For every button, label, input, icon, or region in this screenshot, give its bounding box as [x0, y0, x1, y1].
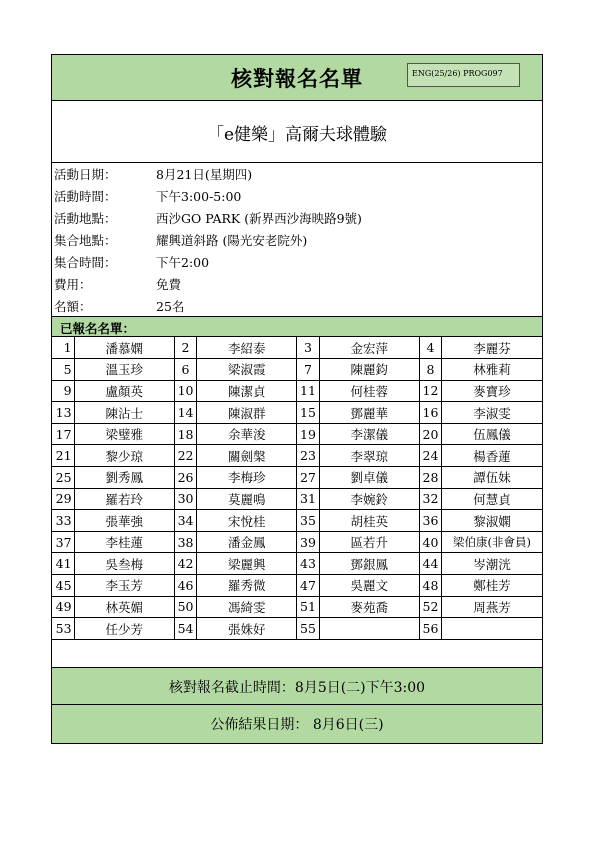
entry-number: 42: [174, 553, 196, 575]
table-row: [52, 445, 542, 467]
entry-number: 13: [52, 402, 74, 424]
entry-number: 29: [52, 488, 74, 510]
entry-number: 23: [297, 445, 319, 467]
entry-number: 38: [174, 531, 196, 553]
entry-number: 22: [174, 445, 196, 467]
entry-name: 胡桂英: [319, 510, 419, 532]
entry-name: 陳淑群: [197, 402, 297, 424]
entry-name: 梁璧雅: [74, 423, 174, 445]
entry-number: 15: [297, 402, 319, 424]
info-value: 下午3:00-5:00: [156, 189, 242, 204]
info-label: 集合時間：: [54, 255, 117, 270]
info-row-date: [52, 162, 542, 184]
entry-name: 溫玉珍: [74, 359, 174, 381]
entry-name: 余華浚: [197, 423, 297, 445]
entry-name: 李玉芳: [74, 575, 174, 597]
table-row: [52, 510, 542, 532]
entry-name: 梁伯康(非會員): [442, 531, 542, 553]
table-row: [52, 380, 542, 402]
entry-number: 7: [297, 359, 319, 381]
entry-number: 39: [297, 531, 319, 553]
entry-name: 林英媚: [74, 596, 174, 618]
page-title: 核對報名名單: [231, 66, 363, 91]
info-value: 8月21日(星期四): [156, 167, 253, 182]
entry-name: 關劍槃: [197, 445, 297, 467]
info-value: 下午2:00: [156, 255, 210, 270]
entry-number: 10: [174, 380, 196, 402]
entry-name: 李潔儀: [319, 423, 419, 445]
table-row: [52, 596, 542, 618]
document-code: ENG(25/26) PROG097: [407, 63, 520, 87]
entry-name: 譚伍妹: [442, 467, 542, 489]
entry-name: 陳沾士: [74, 402, 174, 424]
table-row: [52, 553, 542, 575]
info-label: 活動日期：: [54, 167, 117, 182]
entry-number: 21: [52, 445, 74, 467]
entry-name: 宋悅桂: [197, 510, 297, 532]
entry-name: 岑潮洸: [442, 553, 542, 575]
table-row: [52, 488, 542, 510]
entry-number: 48: [419, 575, 441, 597]
entry-number: 11: [297, 380, 319, 402]
table-row: [52, 423, 542, 445]
entry-name: [442, 618, 542, 640]
entry-number: 17: [52, 423, 74, 445]
result-banner: [52, 705, 542, 743]
entry-name: 李翠琼: [319, 445, 419, 467]
entry-number: 18: [174, 423, 196, 445]
entry-number: 1: [52, 337, 74, 359]
deadline-banner: [52, 667, 542, 705]
entry-name: 鄭桂芳: [442, 575, 542, 597]
entry-number: 54: [174, 618, 196, 640]
event-title-box: [52, 100, 542, 163]
entry-number: 35: [297, 510, 319, 532]
entry-name: 伍鳳儀: [442, 423, 542, 445]
entry-number: 26: [174, 467, 196, 489]
entry-name: 鄧麗華: [319, 402, 419, 424]
entry-number: 25: [52, 467, 74, 489]
entry-name: 劉卓儀: [319, 467, 419, 489]
entry-name: 麥寶珍: [442, 380, 542, 402]
info-row-time: [52, 184, 542, 206]
entry-number: 31: [297, 488, 319, 510]
entry-number: 47: [297, 575, 319, 597]
entry-number: 37: [52, 531, 74, 553]
table-row: [52, 359, 542, 381]
entry-name: 李淑雯: [442, 402, 542, 424]
entry-number: 52: [419, 596, 441, 618]
entry-name: 馮綺雯: [197, 596, 297, 618]
info-label: 費用：: [54, 277, 92, 292]
entry-number: 40: [419, 531, 441, 553]
info-row-fee: [52, 272, 542, 294]
entry-name: 何桂蓉: [319, 380, 419, 402]
info-label: 活動時間：: [54, 189, 117, 204]
entry-number: 46: [174, 575, 196, 597]
entry-number: 20: [419, 423, 441, 445]
entry-name: 任少芳: [74, 618, 174, 640]
entry-name: 吳叁梅: [74, 553, 174, 575]
info-value: 免費: [156, 277, 182, 292]
registration-form: [51, 54, 543, 744]
event-title: 「e健樂」高爾夫球體驗: [206, 125, 388, 145]
entry-number: 9: [52, 380, 74, 402]
info-value: 耀興道斜路 (陽光安老院外): [156, 233, 308, 248]
info-value: 西沙GO PARK (新界西沙海映路9號): [156, 211, 362, 226]
entry-name: [319, 618, 419, 640]
entry-number: 43: [297, 553, 319, 575]
entry-number: 41: [52, 553, 74, 575]
entry-number: 16: [419, 402, 441, 424]
event-info: [52, 162, 542, 316]
table-row: [52, 467, 542, 489]
info-row-meeting-time: [52, 250, 542, 272]
entry-name: 梁麗興: [197, 553, 297, 575]
table-row: [52, 618, 542, 640]
info-label: 名額：: [54, 299, 92, 314]
entry-name: 潘金鳳: [197, 531, 297, 553]
entry-name: 周燕芳: [442, 596, 542, 618]
entry-name: 楊香蓮: [442, 445, 542, 467]
info-row-quota: [52, 294, 542, 316]
entry-number: 14: [174, 402, 196, 424]
entry-number: 19: [297, 423, 319, 445]
entry-name: 李婉鈴: [319, 488, 419, 510]
registered-names-table: [52, 337, 542, 640]
registered-list-header: [52, 316, 542, 337]
title-banner: [52, 55, 542, 101]
entry-name: 麥苑喬: [319, 596, 419, 618]
entry-name: 黎淑嫻: [442, 510, 542, 532]
entry-number: 6: [174, 359, 196, 381]
entry-number: 45: [52, 575, 74, 597]
entry-name: 吳麗文: [319, 575, 419, 597]
table-row: [52, 402, 542, 424]
entry-name: 黎少琼: [74, 445, 174, 467]
info-label: 活動地點：: [54, 211, 117, 226]
entry-name: 李紹泰: [197, 337, 297, 359]
entry-name: 陳潔貞: [197, 380, 297, 402]
entry-name: 李桂蓮: [74, 531, 174, 553]
entry-number: 28: [419, 467, 441, 489]
entry-number: 3: [297, 337, 319, 359]
entry-name: 盧顏英: [74, 380, 174, 402]
entry-name: 張姝好: [197, 618, 297, 640]
entry-number: 56: [419, 618, 441, 640]
entry-name: 劉秀鳳: [74, 467, 174, 489]
entry-name: 羅秀微: [197, 575, 297, 597]
entry-number: 53: [52, 618, 74, 640]
entry-number: 24: [419, 445, 441, 467]
entry-name: 陳麗鈞: [319, 359, 419, 381]
entry-number: 2: [174, 337, 196, 359]
info-row-venue: [52, 206, 542, 228]
entry-number: 49: [52, 596, 74, 618]
entry-number: 27: [297, 467, 319, 489]
entry-number: 50: [174, 596, 196, 618]
entry-name: 李麗芬: [442, 337, 542, 359]
entry-number: 32: [419, 488, 441, 510]
info-row-meeting-point: [52, 228, 542, 250]
entry-name: 梁淑霞: [197, 359, 297, 381]
table-row: [52, 337, 542, 359]
entry-number: 4: [419, 337, 441, 359]
entry-number: 36: [419, 510, 441, 532]
deadline-text: 核對報名截止時間：8月5日(二)下午3:00: [168, 680, 426, 696]
table-row: [52, 531, 542, 553]
entry-name: 羅若玲: [74, 488, 174, 510]
entry-name: 金宏萍: [319, 337, 419, 359]
entry-number: 5: [52, 359, 74, 381]
entry-number: 12: [419, 380, 441, 402]
entry-number: 8: [419, 359, 441, 381]
entry-name: 林雅莉: [442, 359, 542, 381]
registered-list-heading: 已報名名單：: [60, 321, 136, 336]
table-row: [52, 575, 542, 597]
info-label: 集合地點：: [54, 233, 117, 248]
info-value: 25名: [156, 299, 185, 314]
entry-number: 44: [419, 553, 441, 575]
entry-number: 34: [174, 510, 196, 532]
entry-number: 30: [174, 488, 196, 510]
entry-name: 鄧銀鳳: [319, 553, 419, 575]
result-date-text: 公佈結果日期： 8月6日(三): [210, 717, 384, 733]
entry-name: 何慧貞: [442, 488, 542, 510]
entry-number: 55: [297, 618, 319, 640]
entry-name: 潘慕嫻: [74, 337, 174, 359]
entry-name: 李梅珍: [197, 467, 297, 489]
entry-name: 張華強: [74, 510, 174, 532]
entry-name: 莫麗鳴: [197, 488, 297, 510]
entry-number: 51: [297, 596, 319, 618]
entry-number: 33: [52, 510, 74, 532]
entry-name: 區若升: [319, 531, 419, 553]
